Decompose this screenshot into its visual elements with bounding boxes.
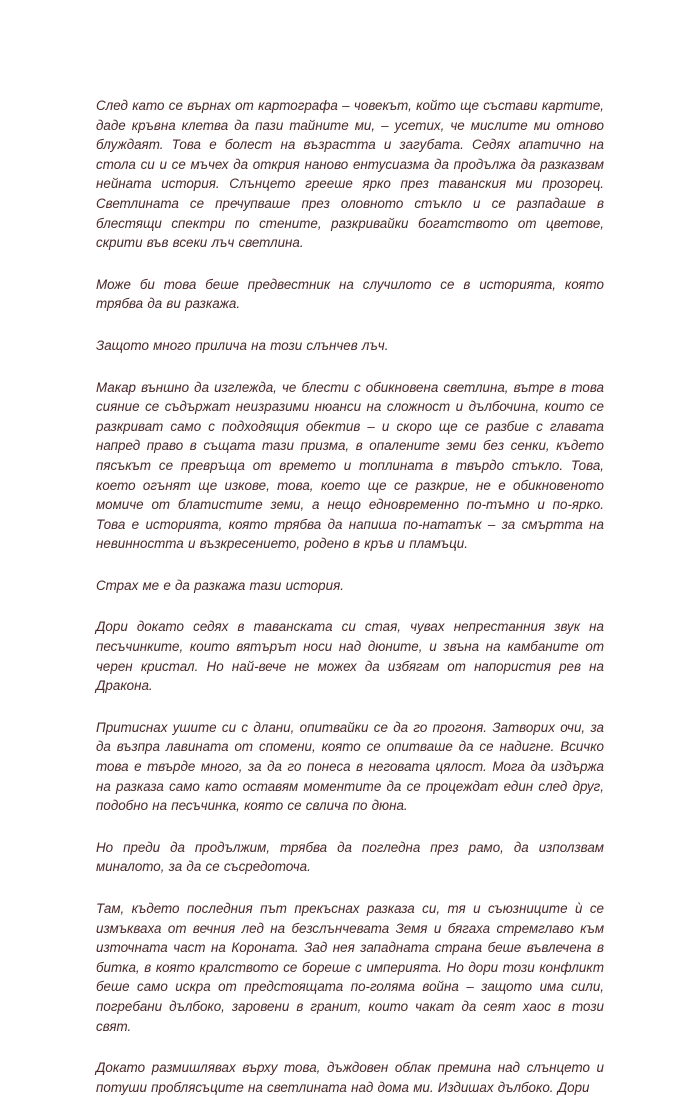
paragraph: Дори докато седях в таванската си стая, чувах непрестанния звук на песъчинките, които вятърът носи над дюните, и звъна на камбаните от черен кристал. Но най-вече не можех да избягам от напористия рев на Дракона. (96, 619, 604, 694)
paragraph: Страх ме е да разкажа тази история. (96, 577, 344, 593)
paragraph: Може би това беше предвестник на случилото се в историята, която трябва да ви разкажа. (96, 276, 604, 312)
paragraph: Притиснах ушите си с длани, опитвайки се да го прогоня. Затворих очи, за да възпра лавината от спомени, която се опитваше да се надигне. Всичко това е твърде много, за да го понеса в неговата цялост. Мога да издържа на разказа само като оставям моментите да се процеждат един след друг, подобно на песъчинка, която се свлича по дюна. (96, 719, 604, 814)
paragraph: Но преди да продължим, трябва да погледна през рамо, да използвам миналото, за да се съсредоточа. (96, 839, 604, 875)
paragraph: Защото много прилича на този слънчев лъч. (96, 337, 389, 353)
paragraph: След като се върнах от картографа – човекът, който ще състави картите, даде кръвна клетва да пази тайните ми, – усетих, че мислите ми отново блуждаят. Това е болест на възрастта и загубата. Седях апатично на стола си и се мъчех да открия наново ентусиазма да продължа да разказвам нейната история. Слънцето грееше ярко през таванския ми прозорец. Светлината се пречупваше през оловното стъкло и се разпадаше в блестящи спектри по стените, разкривайки богатството от цветове, скрити във всеки лъч светлина. (96, 98, 604, 251)
paragraph: Там, където последния път прекъснах разказа си, тя и съюзниците ѝ се измъкваха от вечния лед на безслънчевата Земя и бягаха стремглаво към източната част на Короната. Зад нея западната страна беше въвлечена в битка, в която кралството се бореше с империята. Но дори този конфликт беше само искра от предстоящата по-голяма война – защото има сили, погребани дълбоко, заровени в гранит, които чакат да сеят хаос в този свят. (96, 901, 604, 1034)
paragraph: Макар външно да изглежда, че блести с обикновена светлина, вътре в това сияние се съдържат неизразими нюанси на сложност и дълбочина, които се разкриват само с подходящия обектив – и скоро ще се разбие с главата напред право в същата тази призма, в опалените земи без сенки, където пясъкът се превръща от времето и топлината в твърдо стъкло. Това, което огънят ще изкове, това, което ще се разкрие, не е обикновеното момиче от блатистите земи, а нещо едновременно по-тъмно и по-ярко. Това е историята, която трябва да напиша по-нататък – за смъртта на невинността и възкресението, родено в кръв и пламъци. (96, 379, 604, 552)
paragraph: Докато размишлявах върху това, дъждовен облак премина над слънцето и потуши проблясъците на светлината над дома ми. Издишах дълбоко. Дори (96, 1060, 604, 1095)
document-page (96, 96, 604, 1097)
